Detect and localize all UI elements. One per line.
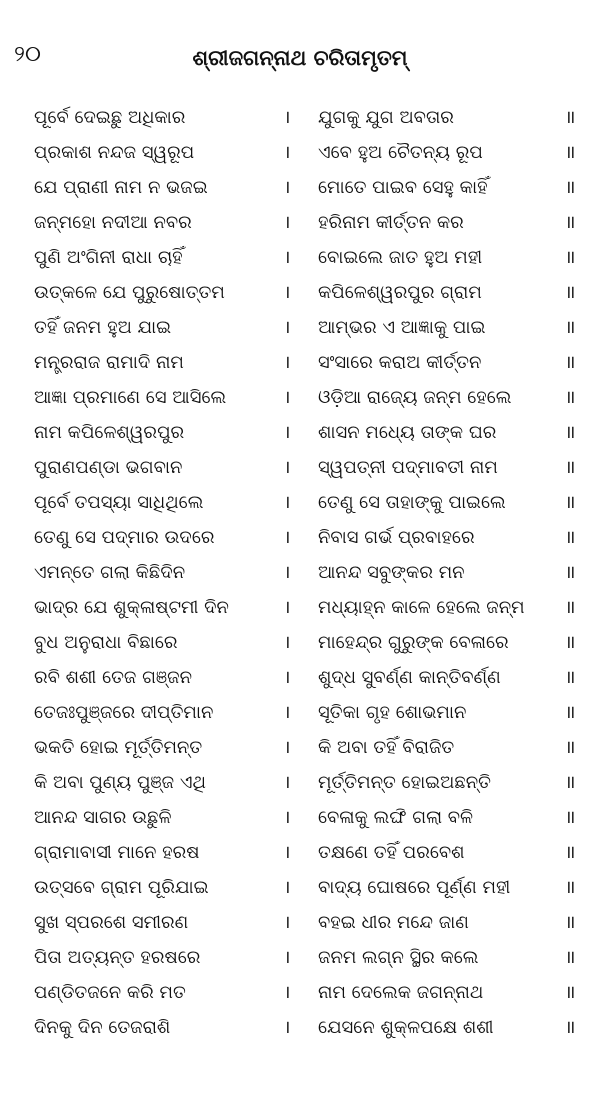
verse-second-half: ଯୁଗକୁ ଯୁଗ ଅବତାର — [318, 107, 454, 128]
verse-first-half: ତହିଁ ଜନମ ହୁଅ ଯାଇ — [34, 317, 172, 338]
verse-row — [0, 100, 600, 135]
verse-first-half: ଏମନ୍ତେ ଗଲା କିଛିଦିନ — [34, 562, 186, 583]
verse-end-mark: ॥ — [564, 387, 576, 408]
verse-second-half: ଓଡ଼ିଆ ରାଜ୍ୟେ ଜନ୍ମ ହେଲେ — [318, 387, 512, 408]
page-header — [0, 0, 600, 80]
verse-first-half: ପଣ୍ଡିତଜନେ କରି ମତ — [34, 982, 186, 1003]
verse-end-mark: ॥ — [564, 177, 576, 198]
verse-row — [0, 275, 600, 310]
verse-end-mark: ॥ — [564, 947, 576, 968]
verse-first-half: ଯେ ପ୍ରାଣୀ ନାମ ନ ଭଜଇ — [34, 177, 208, 198]
verse-second-half: ଆମ୍ଭର ଏ ଆଜ୍ଞାକୁ ପାଇ — [318, 317, 486, 338]
verse-first-half: ସୁଖ ସ୍ପରଶେ ସମୀରଣ — [34, 912, 189, 933]
verse-row — [0, 660, 600, 695]
verse-row — [0, 450, 600, 485]
verse-row — [0, 625, 600, 660]
verse-row — [0, 590, 600, 625]
verse-row — [0, 555, 600, 590]
verse-second-half: ଯେସନେ ଶୁକ୍ଳପକ୍ଷେ ଶଶୀ — [318, 1017, 494, 1038]
verse-row — [0, 415, 600, 450]
half-separator: । — [283, 1017, 291, 1038]
half-separator: । — [283, 107, 291, 128]
verse-second-half: ମୂର୍ତ୍ତିମନ୍ତ ହୋଇଅଛନ୍ତି — [318, 772, 491, 793]
verse-first-half: ଭକତି ହୋଇ ମୂର୍ତ୍ତିମନ୍ତ — [34, 737, 203, 758]
half-separator: । — [283, 947, 291, 968]
verse-row — [0, 870, 600, 905]
verse-second-half: ବୋଇଲେ ଜାତ ହୁଅ ମହୀ — [318, 247, 483, 268]
verse-first-half: ପୁଣି ଅଂଗିନୀ ରାଧା ଚାହିଁ — [34, 247, 183, 268]
verse-end-mark: ॥ — [564, 457, 576, 478]
verse-second-half: ଏବେ ହୁଅ ଚୈତନ୍ୟ ରୂପ — [318, 142, 483, 163]
verse-end-mark: ॥ — [564, 1017, 576, 1038]
verse-end-mark: ॥ — [564, 702, 576, 723]
verse-end-mark: ॥ — [564, 492, 576, 513]
verse-first-half: ଆନନ୍ଦ ସାଗର ଉଛୁଳି — [34, 807, 172, 828]
verse-first-half: ଆଜ୍ଞା ପ୍ରମାଣେ ସେ ଆସିଲେ — [34, 387, 227, 408]
verse-second-half: ଶୁଦ୍ଧ ସୁବର୍ଣ୍ଣ କାନ୍ତିବର୍ଣ୍ଣ — [318, 667, 501, 688]
verse-row — [0, 205, 600, 240]
verse-second-half: ବାଦ୍ୟ ଘୋଷରେ ପୂର୍ଣ୍ଣ ମହୀ — [318, 877, 511, 898]
verse-end-mark: ॥ — [564, 527, 576, 548]
verse-end-mark: ॥ — [564, 247, 576, 268]
verse-first-half: ବୁଧ ଅନୁରାଧା ବିଛାରେ — [34, 632, 178, 653]
verse-end-mark: ॥ — [564, 807, 576, 828]
verse-list — [0, 100, 600, 1045]
verse-first-half: ଦିନକୁ ଦିନ ତେଜରାଶି — [34, 1017, 171, 1038]
half-separator: । — [283, 212, 291, 233]
verse-row — [0, 310, 600, 345]
half-separator: । — [283, 422, 291, 443]
half-separator: । — [283, 667, 291, 688]
half-separator: । — [283, 737, 291, 758]
half-separator: । — [283, 352, 291, 373]
verse-end-mark: ॥ — [564, 632, 576, 653]
verse-first-half: ପୁରାଣପଣ୍ଡା ଭଗବାନ — [34, 457, 183, 478]
verse-first-half: ଗ୍ରାମାବାସୀ ମାନେ ହରଷ — [34, 842, 200, 863]
verse-end-mark: ॥ — [564, 107, 576, 128]
verse-second-half: ତକ୍ଷଣେ ତହିଁ ପରବେଶ — [318, 842, 465, 863]
verse-end-mark: ॥ — [564, 562, 576, 583]
verse-first-half: କି ଅବା ପୁଣ୍ୟ ପୁଞ୍ଜ ଏଥି — [34, 772, 206, 793]
verse-row — [0, 800, 600, 835]
verse-first-half: ତେଜଃପୁଞ୍ଜରେ ଦୀପ୍ତିମାନ — [34, 702, 214, 723]
verse-row — [0, 905, 600, 940]
verse-row — [0, 1010, 600, 1045]
verse-first-half: ନାମ କପିଳେଶ୍ୱରପୁର — [34, 422, 185, 443]
verse-end-mark: ॥ — [564, 282, 576, 303]
verse-second-half: ସୂତିକା ଗୃହ ଶୋଭମାନ — [318, 702, 467, 723]
verse-row — [0, 240, 600, 275]
verse-end-mark: ॥ — [564, 667, 576, 688]
half-separator: । — [283, 562, 291, 583]
verse-second-half: ସ୍ୱପତ୍ନୀ ପଦ୍ମାବତୀ ନାମ — [318, 457, 498, 478]
verse-first-half: ଜନ୍ମହୋ ନଦୀଆ ନବର — [34, 212, 192, 233]
verse-first-half: ପୂର୍ବେ ତପସ୍ୟା ସାଧିଥିଲେ — [34, 492, 204, 513]
verse-second-half: ନାମ ଦେଲେକ ଜଗନ୍ନାଥ — [318, 982, 484, 1003]
verse-second-half: ତେଣୁ ସେ ତାହାଙ୍କୁ ପାଇଲେ — [318, 492, 506, 513]
half-separator: । — [283, 177, 291, 198]
verse-end-mark: ॥ — [564, 317, 576, 338]
verse-first-half: ମନ୍ତ୍ରରାଜ ରାମାଦି ନାମ — [34, 352, 184, 373]
verse-second-half: ମଧ୍ୟାହ୍ନ କାଳେ ହେଲେ ଜନ୍ମ — [318, 597, 525, 618]
half-separator: । — [283, 247, 291, 268]
half-separator: । — [283, 807, 291, 828]
verse-first-half: ଉତ୍ସବେ ଗ୍ରାମ ପୂରିଯାଇ — [34, 877, 209, 898]
page-number: ୨୦ — [14, 42, 41, 67]
verse-second-half: ନିବାସ ଗର୍ଭ ପ୍ରବାହରେ — [318, 527, 475, 548]
verse-second-half: ହରିନାମ କୀର୍ତ୍ତନ କର — [318, 212, 464, 233]
verse-second-half: କପିଳେଶ୍ୱରପୁର ଗ୍ରାମ — [318, 282, 482, 303]
verse-second-half: ଆନନ୍ଦ ସବୁଙ୍କର ମନ — [318, 562, 465, 583]
verse-first-half: ତେଣୁ ସେ ପଦ୍ମାର ଉଦରେ — [34, 527, 215, 548]
verse-second-half: ଜନମ ଲଗ୍ନ ସ୍ଥିର କଲେ — [318, 947, 479, 968]
half-separator: । — [283, 317, 291, 338]
verse-row — [0, 485, 600, 520]
verse-first-half: ପିତା ଅତ୍ୟନ୍ତ ହରଷରେ — [34, 947, 201, 968]
half-separator: । — [283, 702, 291, 723]
half-separator: । — [283, 282, 291, 303]
verse-row — [0, 170, 600, 205]
verse-second-half: ମାହେନ୍ଦ୍ର ଗୁରୁଙ୍କ ବେଳାରେ — [318, 632, 509, 653]
verse-first-half: ଉତ୍କଳେ ଯେ ପୁରୁଷୋତ୍ତମ — [34, 282, 225, 303]
verse-first-half: ପୂର୍ବେ ଦେଇଛୁ ଅଧିକାର — [34, 107, 186, 128]
half-separator: । — [283, 632, 291, 653]
verse-row — [0, 975, 600, 1010]
verse-row — [0, 695, 600, 730]
verse-end-mark: ॥ — [564, 352, 576, 373]
verse-end-mark: ॥ — [564, 982, 576, 1003]
half-separator: । — [283, 387, 291, 408]
verse-row — [0, 835, 600, 870]
verse-row — [0, 135, 600, 170]
verse-row — [0, 765, 600, 800]
verse-second-half: ଶାସନ ମଧ୍ୟେ ତାଙ୍କ ଘର — [318, 422, 497, 443]
verse-second-half: ବେଳାକୁ ଲଙ୍ଘି ଗଲା ବଳି — [318, 807, 474, 828]
verse-end-mark: ॥ — [564, 422, 576, 443]
verse-end-mark: ॥ — [564, 877, 576, 898]
verse-end-mark: ॥ — [564, 912, 576, 933]
verse-row — [0, 940, 600, 975]
half-separator: । — [283, 527, 291, 548]
half-separator: । — [283, 912, 291, 933]
half-separator: । — [283, 597, 291, 618]
verse-row — [0, 730, 600, 765]
half-separator: । — [283, 982, 291, 1003]
verse-end-mark: ॥ — [564, 737, 576, 758]
verse-end-mark: ॥ — [564, 142, 576, 163]
half-separator: । — [283, 457, 291, 478]
verse-row — [0, 345, 600, 380]
half-separator: । — [283, 877, 291, 898]
verse-second-half: ବହଇ ଧୀର ମନ୍ଦେ ଜାଣ — [318, 912, 469, 933]
verse-second-half: ସଂସାରେ କରାଅ କୀର୍ତ୍ତନ — [318, 352, 482, 373]
page-title: ଶ୍ରୀଜଗନ୍ନାଥ ଚରିତାମୃତମ୍ — [192, 46, 408, 70]
verse-end-mark: ॥ — [564, 842, 576, 863]
verse-row — [0, 520, 600, 555]
verse-first-half: ଭାଦ୍ର ଯେ ଶୁକ୍ଳାଷ୍ଟମୀ ଦିନ — [34, 597, 229, 618]
verse-row — [0, 380, 600, 415]
verse-end-mark: ॥ — [564, 772, 576, 793]
half-separator: । — [283, 142, 291, 163]
verse-end-mark: ॥ — [564, 597, 576, 618]
verse-first-half: ପ୍ରକାଶ ନନ୍ଦଜ ସ୍ୱରୂପ — [34, 142, 195, 163]
verse-second-half: କି ଅବା ତହିଁ ବିରାଜିତ — [318, 737, 455, 758]
half-separator: । — [283, 842, 291, 863]
half-separator: । — [283, 492, 291, 513]
half-separator: । — [283, 772, 291, 793]
verse-second-half: ମୋତେ ପାଇବ ସେହୁ କାହିଁ — [318, 177, 488, 198]
verse-first-half: ରବି ଶଶୀ ତେଜ ଗଞ୍ଜନ — [34, 667, 192, 688]
verse-end-mark: ॥ — [564, 212, 576, 233]
